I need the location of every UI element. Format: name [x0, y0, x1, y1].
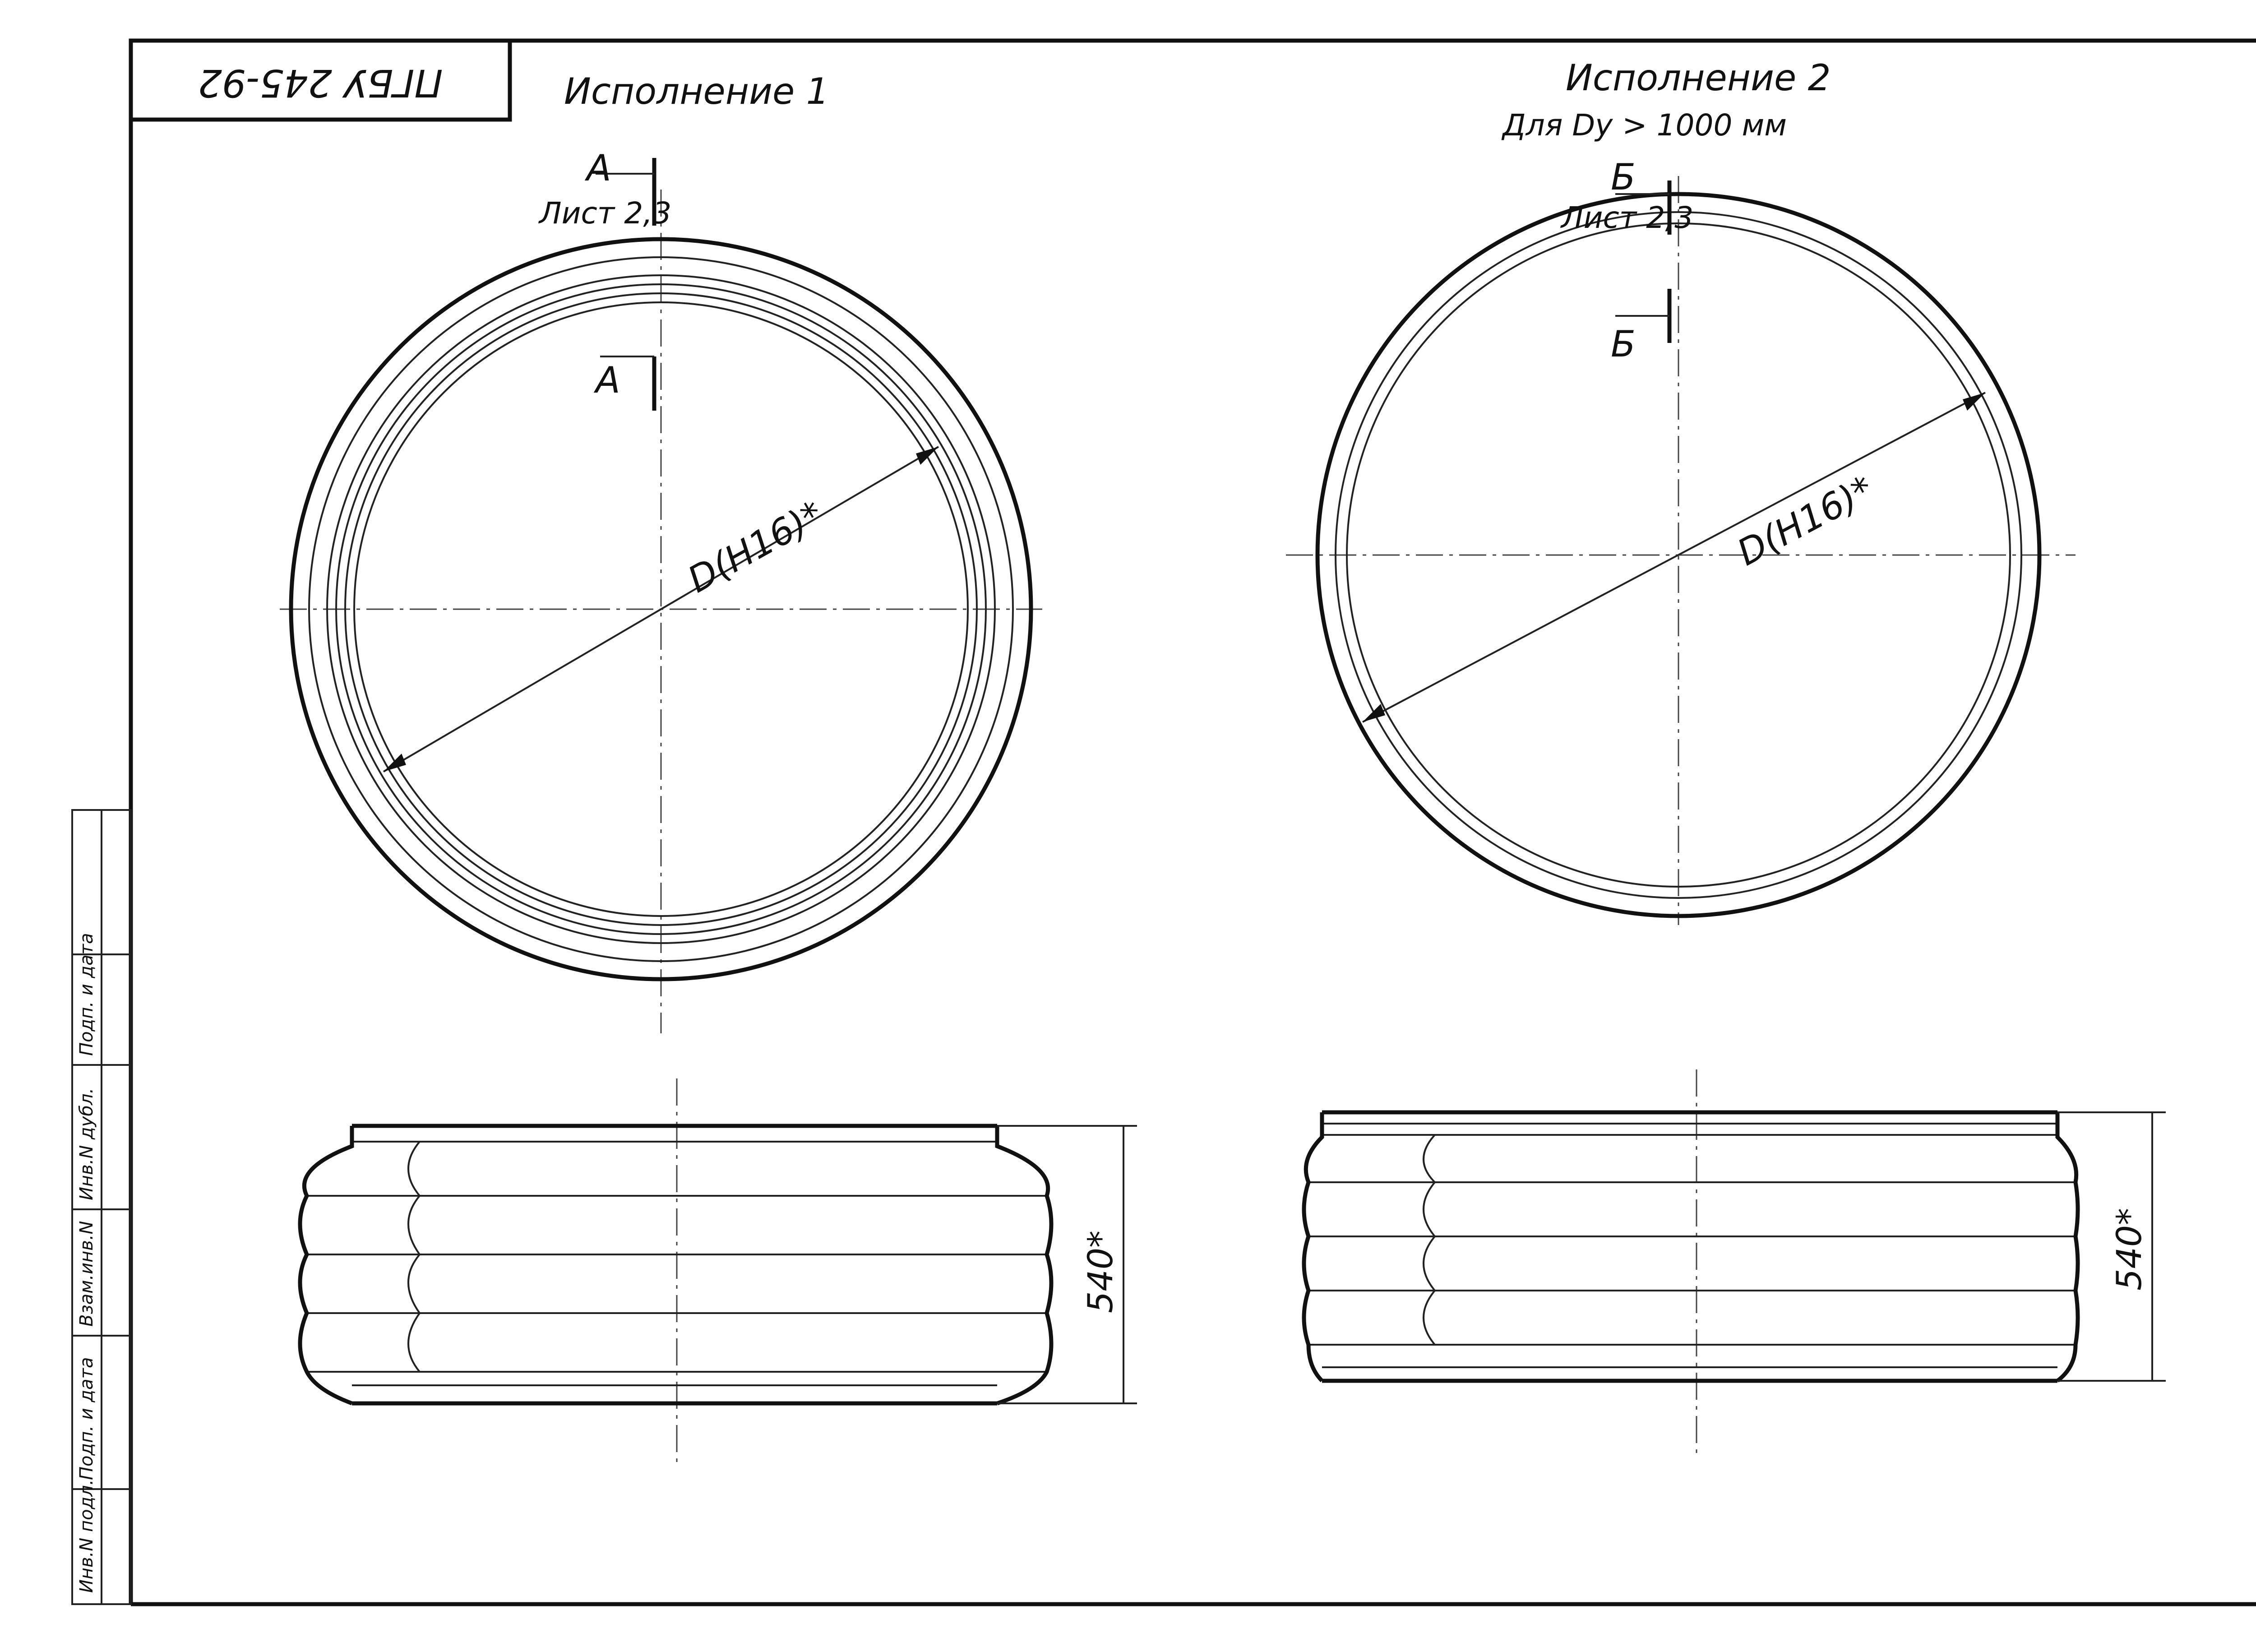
view2-diameter-label: D(H16)*: [1730, 467, 1880, 574]
stamp-podp-data-2: Подп. и дата: [76, 933, 97, 1056]
view2-subtitle: Для Dу > 1000 мм: [1502, 108, 1787, 143]
view1-elevation: [300, 1078, 1137, 1462]
view1-plan: [280, 158, 1042, 1033]
view2-section-sheet: Лист 2,3: [1561, 200, 1694, 235]
doc-code-rotated: ПГБУ 245-92: [198, 61, 443, 106]
stamp-podp-data-1: Подп. и дата: [76, 1357, 97, 1480]
view2-height-label: 540*: [2109, 1208, 2149, 1291]
drawing-frame: [131, 41, 2256, 1604]
view1-section-sheet: Лист 2,3: [539, 196, 672, 231]
view2-elevation: [1304, 1069, 2166, 1458]
view1-height-label: 540*: [1080, 1230, 1120, 1313]
stamp-vzam-inv: Взам.инв.N: [76, 1221, 97, 1327]
stamp-inv-podl: Инв.N подл.: [76, 1479, 97, 1593]
side-stamp: [72, 810, 131, 1604]
view1-section-letter-mid: А: [596, 359, 620, 401]
view2-section-letter-top: Б: [1611, 156, 1636, 198]
view2-section-letter-mid: Б: [1611, 323, 1636, 365]
view2-title: Исполнение 2: [1566, 57, 1831, 99]
view1-section-letter-top: А: [587, 147, 611, 189]
stamp-inv-dubl: Инв.N дубл.: [76, 1087, 97, 1200]
view1-title: Исполнение 1: [564, 70, 829, 112]
view2-plan: [1286, 176, 2076, 925]
view1-diameter-label: D(H16)*: [681, 493, 830, 601]
